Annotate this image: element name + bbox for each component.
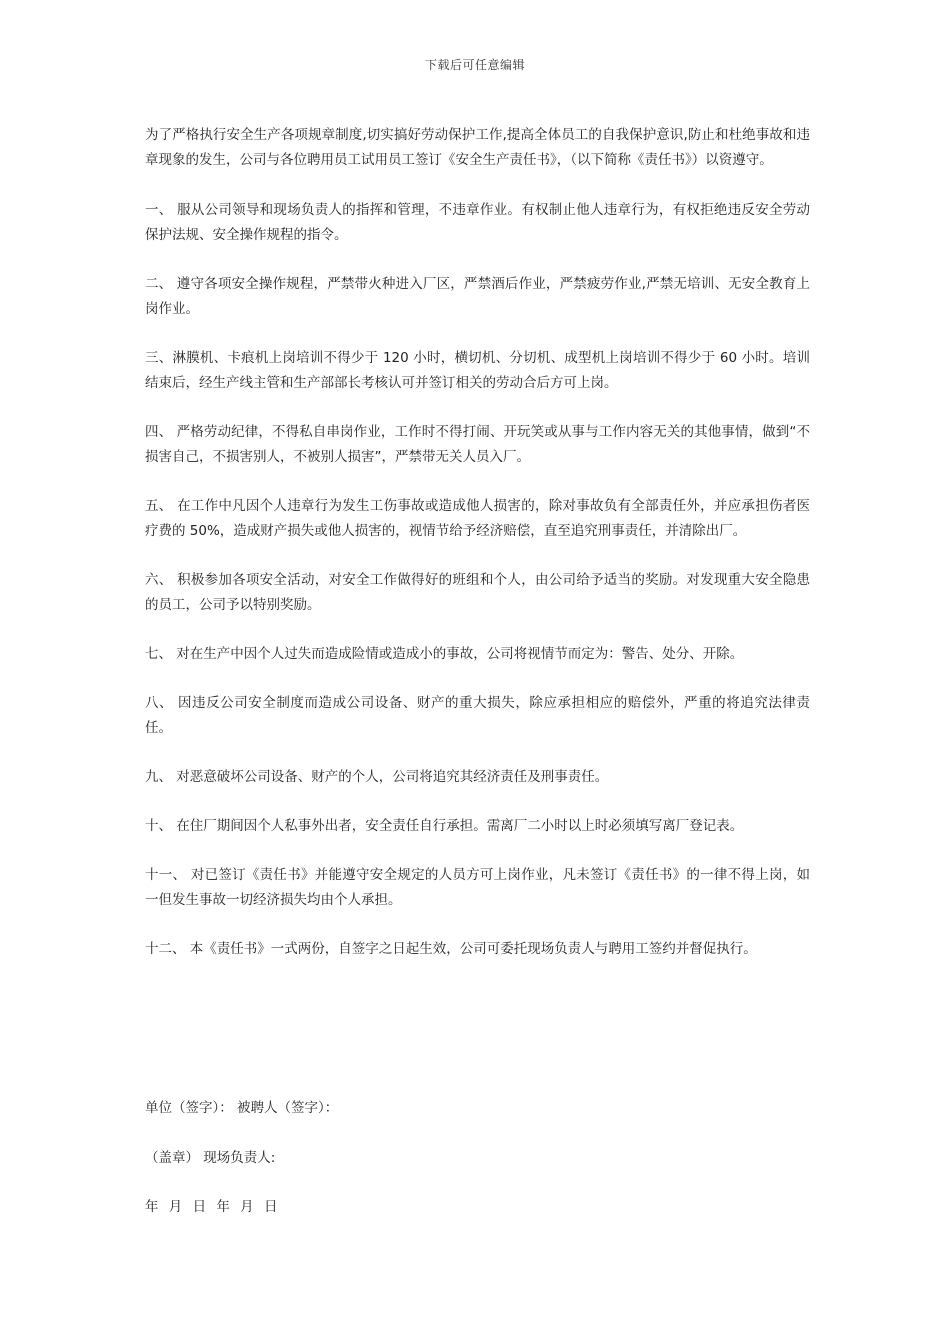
clause-2: 二、 遵守各项安全操作规程，严禁带火种进入厂区，严禁酒后作业，严禁疲劳作业,严禁无培训、无安全教育上岗作业。 [145, 276, 810, 317]
clause-11: 十一、 对已签订《责任书》并能遵守安全规定的人员方可上岗作业，凡未签订《责任书》的一律不得上岗，如一但发生事故一切经济损失均由个人承担。 [145, 867, 810, 908]
intro-paragraph: 为了严格执行安全生产各项规章制度,切实搞好劳动保护工作,提高全体员工的自我保护意识,防止和杜绝事故和违章现象的发生，公司与各位聘用员工试用员工签订《安全生产责任书》，（以下简称《责任书》）以资遵守。 [145, 127, 810, 168]
clause-3: 三、淋膜机、卡痕机上岗培训不得少于 120 小时，横切机、分切机、成型机上岗培训不得少于 60 小时。培训结束后，经生产线主管和生产部部长考核认可并签订相关的劳动合后方可上岗。 [145, 350, 810, 391]
clause-10: 十、 在住厂期间因个人私事外出者，安全责任自行承担。需离厂二小时以上时必须填写离厂登记表。 [145, 818, 744, 834]
clause-6: 六、 积极参加各项安全活动，对安全工作做得好的班组和个人，由公司给予适当的奖励。对发现重大安全隐患的员工，公司予以特别奖励。 [145, 572, 810, 613]
clause-1: 一、 服从公司领导和现场负责人的指挥和管理，不违章作业。有权制止他人违章行为，有权拒绝违反安全劳动保护法规、安全操作规程的指令。 [145, 202, 810, 243]
signature-line-date: 年 月 日 年 月 日 [145, 1199, 281, 1215]
clause-12: 十二、 本《责任书》一式两份，自签字之日起生效，公司可委托现场负责人与聘用工签约并督促执行。 [145, 941, 757, 957]
clause-5: 五、 在工作中凡因个人违章行为发生工伤事故或造成他人损害的，除对事故负有全部责任外，并应承担伤者医疗费的 50%，造成财产损失或他人损害的，视情节给予经济赔偿，直至追究刑事责任，并清除出厂。 [145, 498, 810, 539]
clause-7: 七、 对在生产中因个人过失而造成险情或造成小的事故，公司将视情节而定为：警告、处分、开除。 [145, 646, 744, 662]
signature-line-seal: （盖章） 现场负责人: [145, 1150, 276, 1166]
header-note: 下载后可任意编辑 [424, 58, 525, 72]
signature-line-unit: 单位（签字）： 被聘人（签字）： [145, 1100, 339, 1116]
clause-8: 八、 因违反公司安全制度而造成公司设备、财产的重大损失，除应承担相应的赔偿外，严重的将追究法律责任。 [145, 695, 810, 736]
document-body [145, 123, 810, 986]
clause-4: 四、 严格劳动纪律，不得私自串岗作业，工作时不得打闹、开玩笑或从事与工作内容无关的其他事情，做到“不损害自己，不损害别人，不被别人损害”，严禁带无关人员入厂。 [145, 424, 810, 465]
clause-9: 九、 对恶意破坏公司设备、财产的个人，公司将追究其经济责任及刑事责任。 [145, 769, 609, 785]
